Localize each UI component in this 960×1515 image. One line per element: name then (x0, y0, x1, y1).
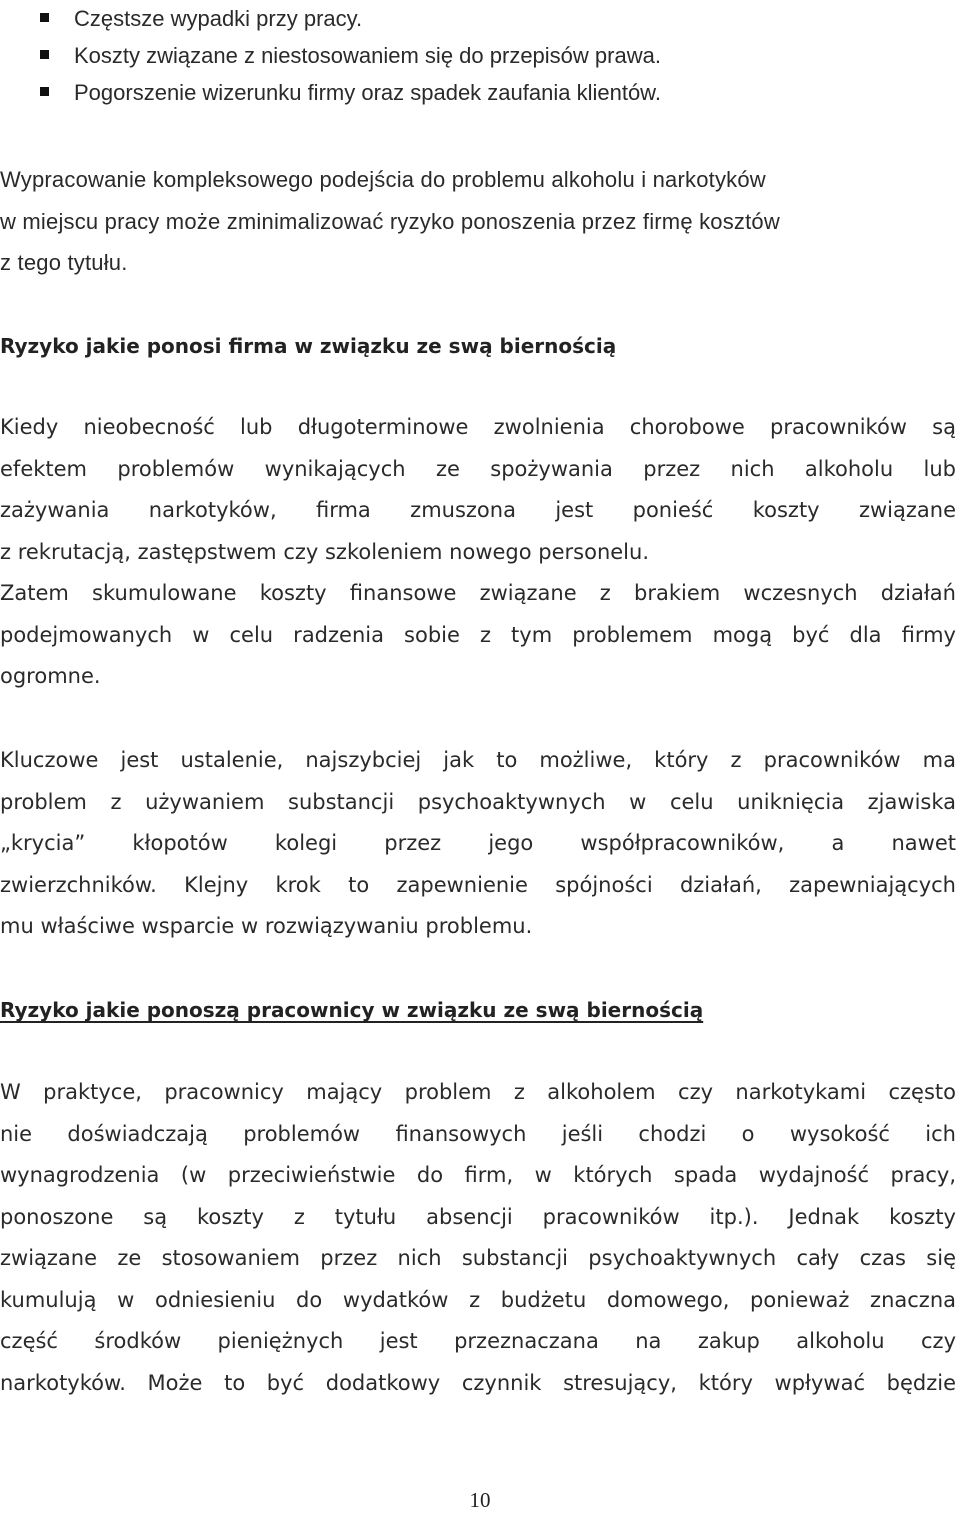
list-item (40, 37, 940, 74)
text-line: związane ze stosowaniem przez nich substancji psychoaktywnych cały czas się (0, 1246, 956, 1270)
text-line: problem z używaniem substancji psychoaktywnych w celu uniknięcia zjawiska (0, 789, 956, 814)
list-item-text: Koszty związane z niestosowaniem się do przepisów prawa. (74, 43, 661, 68)
square-bullet-icon (40, 87, 49, 96)
text-line: Wypracowanie kompleksowego podejścia do problemu alkoholu i narkotyków (0, 167, 766, 192)
text-line: W praktyce, pracownicy mający problem z alkoholem czy narkotykami często (0, 1080, 956, 1104)
firm-risk-paragraph-1 (0, 407, 956, 698)
list-item (40, 74, 940, 111)
text-line: kumulują w odniesieniu do wydatków z budżetu domowego, ponieważ znaczna (0, 1287, 956, 1312)
list-item-text: Częstsze wypadki przy pracy. (74, 6, 363, 31)
text-line: podejmowanych w celu radzenia sobie z tym problemem mogą być dla firmy (0, 622, 956, 647)
text-line: ogromne. (0, 664, 101, 688)
text-line: nie doświadczają problemów finansowych jeśli chodzi o wysokość ich (0, 1121, 956, 1146)
square-bullet-icon (40, 50, 49, 59)
text-line: Zatem skumulowane koszty finansowe związane z brakiem wczesnych działań (0, 581, 956, 605)
bullet-list (40, 0, 940, 111)
text-line: w miejscu pracy może zminimalizować ryzyko ponoszenia przez firmę kosztów (0, 208, 780, 234)
square-bullet-icon (40, 13, 49, 22)
list-item (40, 0, 940, 37)
firm-risk-paragraph-2 (0, 740, 956, 948)
section-heading-firm-risk: Ryzyko jakie ponosi firma w związku ze swą biernością (0, 334, 617, 358)
page-number: 10 (469, 1488, 491, 1512)
section-heading-employee-risk: Ryzyko jakie ponoszą pracownicy w związku ze swą biernością (0, 998, 704, 1022)
list-item-text: Pogorszenie wizerunku firmy oraz spadek zaufania klientów. (74, 80, 661, 105)
intro-paragraph (0, 159, 958, 284)
text-line: zwierzchników. Klejny krok to zapewnienie spójności działań, zapewniających (0, 872, 956, 897)
text-line: mu właściwe wsparcie w rozwiązywaniu problemu. (0, 914, 533, 938)
text-line: wynagrodzenia (w przeciwieństwie do firm, w których spada wydajność pracy, (0, 1163, 956, 1187)
text-line: część środków pieniężnych jest przeznaczana na zakup alkoholu czy (0, 1329, 956, 1353)
text-line: zażywania narkotyków, firma zmuszona jest ponieść koszty związane (0, 498, 956, 522)
text-line: z tego tytułu. (0, 250, 128, 275)
text-line: ponoszone są koszty z tytułu absencji pracowników itp.). Jednak koszty (0, 1204, 956, 1229)
text-line: Kiedy nieobecność lub długoterminowe zwolnienia chorobowe pracowników są (0, 415, 956, 439)
text-line: narkotyków. Może to być dodatkowy czynnik stresujący, który wpływać będzie (0, 1370, 956, 1395)
text-line: Kluczowe jest ustalenie, najszybciej jak to możliwe, który z pracowników ma (0, 748, 956, 772)
text-line: z rekrutacją, zastępstwem czy szkoleniem nowego personelu. (0, 539, 649, 564)
text-line: „krycia” kłopotów kolegi przez jego współpracowników, a nawet (0, 831, 956, 855)
employee-risk-paragraph (0, 1072, 956, 1404)
text-line: efektem problemów wynikających ze spożywania przez nich alkoholu lub (0, 456, 956, 481)
